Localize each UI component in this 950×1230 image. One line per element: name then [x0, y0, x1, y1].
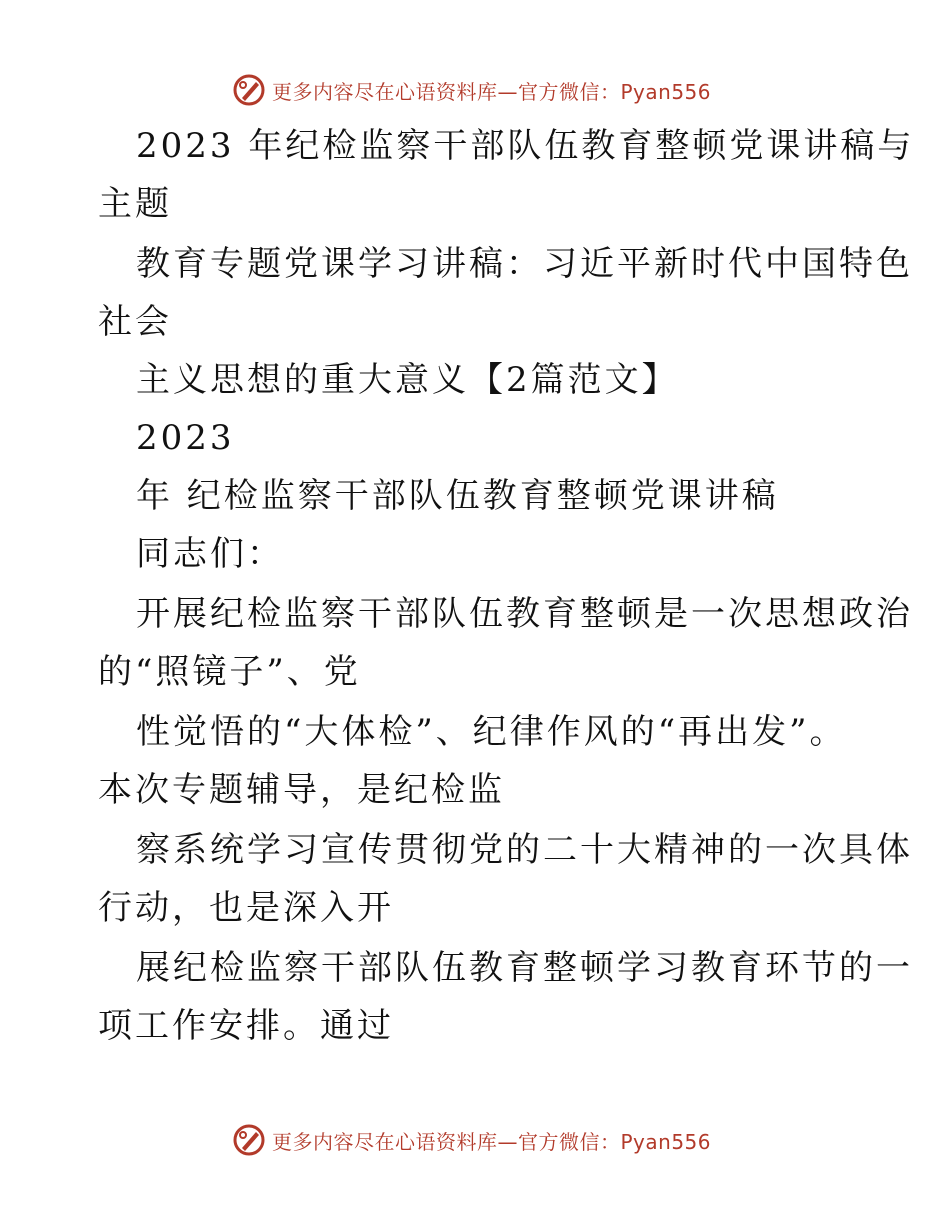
text-line: 2023 — [136, 418, 235, 458]
text-line: 社会 — [98, 302, 172, 342]
text-line: 开展纪检监察干部队伍教育整顿是一次思想政治 — [136, 594, 913, 634]
text-line: 行动，也是深入开 — [98, 888, 394, 928]
text-line: 年 纪检监察干部队伍教育整顿党课讲稿 — [136, 476, 779, 516]
text-line: 同志们： — [136, 534, 284, 574]
text-line: 展纪检监察干部队伍教育整顿学习教育环节的一 — [136, 948, 913, 988]
text-line: 主义思想的重大意义【2篇范文】 — [136, 360, 679, 400]
pen-seal-icon — [232, 1123, 266, 1157]
text-line: 2023 年纪检监察干部队伍教育整顿党课讲稿与 — [136, 126, 915, 166]
watermark-text: 更多内容尽在心语资料库—官方微信：Pyan556 — [272, 79, 712, 104]
text-line: 本次专题辅导，是纪检监 — [98, 770, 505, 810]
text-line: 教育专题党课学习讲稿：习近平新时代中国特色 — [136, 244, 913, 284]
text-line: 项工作安排。通过 — [98, 1006, 394, 1046]
text-line: 主题 — [98, 184, 172, 224]
text-line: 性觉悟的“大体检”、纪律作风的“再出发”。 — [136, 712, 847, 752]
watermark-text: 更多内容尽在心语资料库—官方微信：Pyan556 — [272, 1129, 712, 1154]
text-line: 的“照镜子”、党 — [98, 652, 361, 692]
text-line: 察系统学习宣传贯彻党的二十大精神的一次具体 — [136, 830, 913, 870]
footer-watermark — [232, 1120, 711, 1160]
